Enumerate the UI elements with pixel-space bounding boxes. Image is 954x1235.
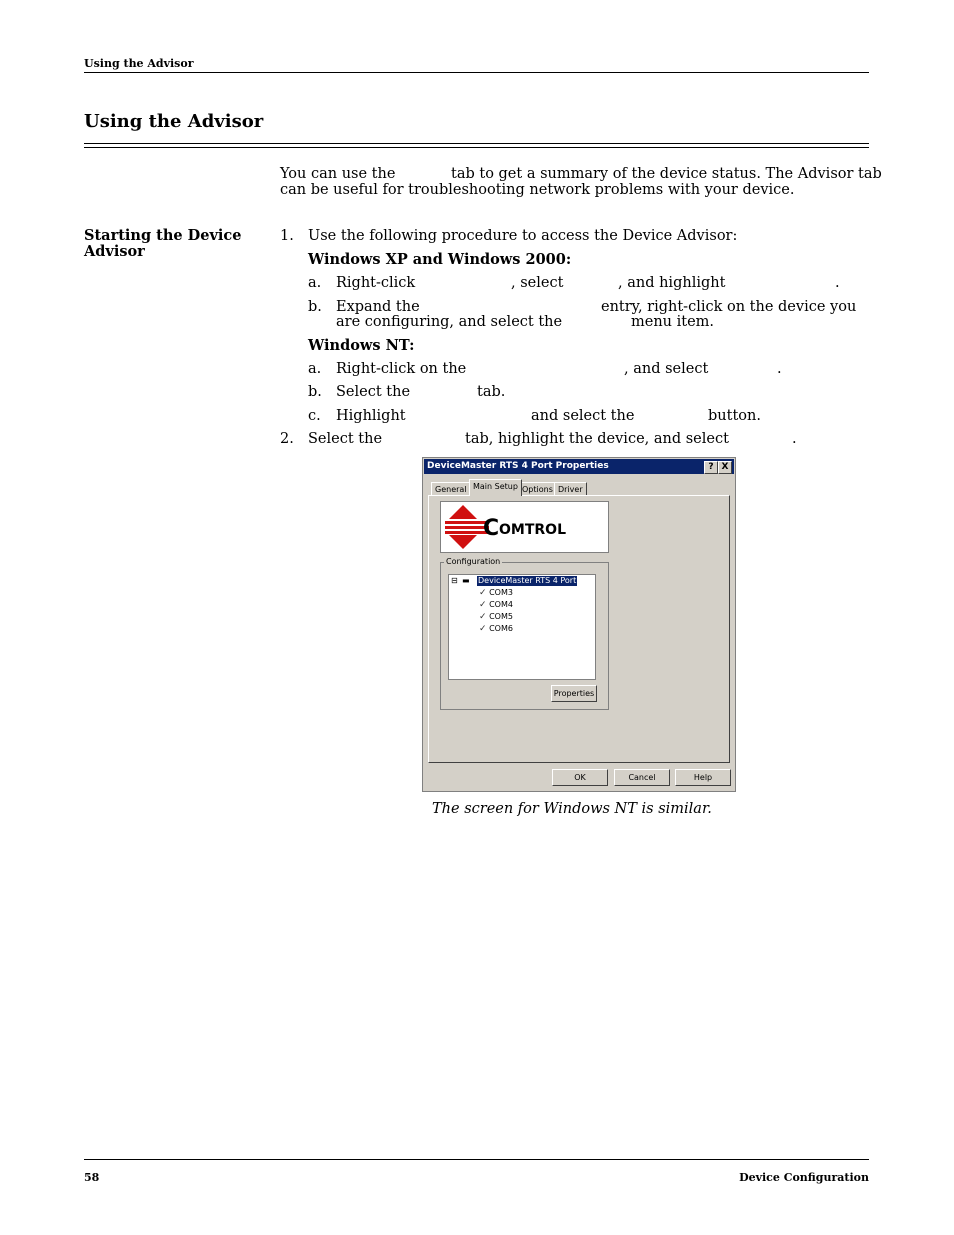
close-title-button[interactable]: X (718, 461, 732, 474)
dialog-title: DeviceMaster RTS 4 Port Properties (427, 461, 609, 471)
tree-item-com4[interactable]: ✓ COM4 (479, 600, 513, 610)
comtrol-logo (440, 501, 609, 553)
tree-item-com5[interactable]: ✓ COM5 (479, 612, 513, 622)
device-tree[interactable] (448, 574, 596, 680)
step-2-number: 2. (280, 431, 294, 447)
configuration-label: Configuration (446, 557, 501, 566)
nt-a-letter: a. (308, 361, 322, 377)
running-header: Using the Advisor (84, 57, 194, 70)
sidebar-heading: Starting the Device Advisor (84, 227, 242, 260)
port-check-icon: ✓ (479, 624, 487, 634)
nt-a-text-2: , and select (624, 361, 709, 377)
device-icon: ▬ (462, 576, 470, 585)
xp-b-text-2: entry, right-click on the device you (601, 299, 857, 315)
step-1-text: Use the following procedure to access the Device Advisor: (308, 228, 738, 244)
xp-b-text-1: Expand the (336, 299, 420, 315)
help-title-button[interactable]: ? (704, 461, 718, 474)
header-rule (84, 72, 869, 73)
nt-b-text-1: Select the (336, 384, 411, 400)
xp-a-letter: a. (308, 275, 322, 291)
port-check-icon: ✓ (479, 588, 487, 598)
chapter-title: Device Configuration (739, 1171, 869, 1184)
help-button[interactable]: Help (675, 769, 731, 786)
xp-b-letter: b. (308, 299, 322, 315)
footer-rule (84, 1159, 869, 1160)
nt-b-text-2: tab. (477, 384, 506, 400)
section-title: Using the Advisor (84, 111, 264, 132)
tree-root-device[interactable]: DeviceMaster RTS 4 Port (478, 576, 577, 585)
step-1-number: 1. (280, 228, 294, 244)
tree-item-com6[interactable]: ✓ COM6 (479, 624, 513, 634)
figure-caption: The screen for Windows NT is similar. (432, 801, 712, 817)
xp-a-text-1: Right-click (336, 275, 416, 291)
logo-text: OMTROL (499, 522, 566, 538)
step-2-text-2: tab, highlight the device, and select (465, 431, 729, 447)
tree-expander-icon[interactable]: ⊟ (451, 576, 458, 585)
tab-main-setup[interactable]: Main Setup (469, 479, 522, 496)
nt-c-text-1: Highlight (336, 408, 406, 424)
logo-initial: C (483, 516, 500, 541)
step-2-text-3: . (792, 431, 797, 447)
xp-b-text-4: menu item. (631, 314, 715, 330)
title-rule-top (84, 143, 869, 144)
nt-a-text-3: . (777, 361, 782, 377)
tab-driver[interactable]: Driver (554, 482, 587, 496)
xp-b-text-3: are configuring, and select the (336, 314, 563, 330)
tab-options[interactable]: Options (518, 482, 557, 496)
intro-line-1b: tab to get a summary of the device status. The Advisor tab (451, 166, 882, 182)
dialog-titlebar (424, 459, 734, 474)
xp-heading: Windows XP and Windows 2000: (308, 251, 572, 268)
nt-c-letter: c. (308, 408, 321, 424)
step-2-text-1: Select the (308, 431, 383, 447)
nt-c-text-3: button. (708, 408, 761, 424)
port-check-icon: ✓ (479, 612, 487, 622)
properties-dialog (422, 457, 736, 792)
port-check-icon: ✓ (479, 600, 487, 610)
intro-line-1a: You can use the (280, 166, 396, 182)
xp-a-text-2: , select (511, 275, 564, 291)
comtrol-logo-graphic (441, 502, 608, 552)
page-number: 58 (84, 1171, 100, 1184)
properties-button[interactable]: Properties (551, 685, 597, 702)
tab-general[interactable]: General (431, 482, 471, 496)
tree-item-com3[interactable]: ✓ COM3 (479, 588, 513, 598)
nt-heading: Windows NT: (308, 337, 415, 354)
nt-a-text-1: Right-click on the (336, 361, 467, 377)
xp-a-text-3: , and highlight (618, 275, 726, 291)
ok-button[interactable]: OK (552, 769, 608, 786)
nt-b-letter: b. (308, 384, 322, 400)
intro-line-2: can be useful for troubleshooting network problems with your device. (280, 182, 795, 198)
nt-c-text-2: and select the (531, 408, 635, 424)
title-rule-bottom (84, 147, 869, 148)
xp-a-text-4: . (835, 275, 840, 291)
cancel-button[interactable]: Cancel (614, 769, 670, 786)
